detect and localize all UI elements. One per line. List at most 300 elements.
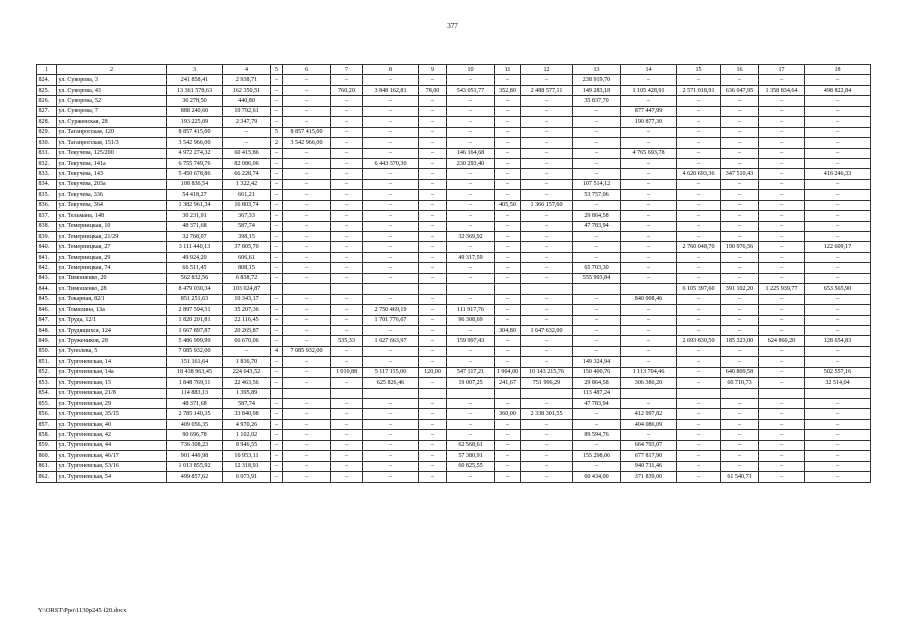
value-cell: – (805, 399, 871, 409)
value-cell: 6 443 370,30 (363, 158, 419, 168)
value-cell: – (677, 440, 721, 450)
value-cell: – (331, 472, 363, 482)
value-cell: – (447, 190, 495, 200)
value-cell: – (363, 409, 419, 419)
value-cell: – (805, 138, 871, 148)
value-cell: 888 240,60 (167, 106, 223, 116)
value-cell: – (271, 148, 283, 158)
value-cell: – (521, 75, 573, 85)
value-cell: – (759, 242, 805, 252)
value-cell: – (677, 179, 721, 189)
table-row (37, 242, 871, 252)
value-cell: – (283, 221, 331, 231)
value-cell (805, 388, 871, 398)
value-cell: – (363, 294, 419, 304)
address-cell: ул. Тургеневская, 14 (57, 357, 167, 367)
row-number-cell: 862. (37, 472, 57, 482)
value-cell: 35 207,36 (223, 305, 271, 315)
value-cell: – (759, 232, 805, 242)
value-cell: – (419, 148, 447, 158)
table-row (37, 388, 871, 398)
value-cell: – (805, 409, 871, 419)
value-cell: 128 654,83 (805, 336, 871, 346)
value-cell: – (759, 461, 805, 471)
value-cell: – (419, 117, 447, 127)
value-cell: – (271, 472, 283, 482)
value-cell: – (363, 419, 419, 429)
value-cell: 241 858,41 (167, 75, 223, 85)
value-cell: – (573, 294, 621, 304)
value-cell: – (573, 315, 621, 325)
value-cell: – (447, 96, 495, 106)
value-cell: – (521, 127, 573, 137)
value-cell: – (271, 117, 283, 127)
value-cell: – (331, 273, 363, 283)
value-cell: – (677, 106, 721, 116)
value-cell: 636 047,95 (721, 85, 759, 95)
value-cell: – (331, 451, 363, 461)
value-cell: 10 343,17 (223, 294, 271, 304)
table-row (37, 461, 871, 471)
value-cell: – (677, 472, 721, 482)
value-cell: – (805, 357, 871, 367)
table-row (37, 399, 871, 409)
value-cell: – (759, 106, 805, 116)
address-cell: ул. Тургеневская, 53/16 (57, 461, 167, 471)
value-cell: – (283, 336, 331, 346)
column-header: 3 (167, 65, 223, 75)
value-cell: 78,00 (419, 85, 447, 95)
value-cell: – (621, 336, 677, 346)
value-cell: 13 361 578,63 (167, 85, 223, 95)
value-cell: – (621, 190, 677, 200)
value-cell: 1 013 855,92 (167, 461, 223, 471)
value-cell: 5 486 999,99 (167, 336, 223, 346)
value-cell: – (805, 430, 871, 440)
value-cell: 6 838,72 (223, 273, 271, 283)
value-cell: – (759, 200, 805, 210)
row-number-cell: 846. (37, 305, 57, 315)
value-cell: – (621, 221, 677, 231)
value-cell: 1 113 704,46 (621, 367, 677, 377)
value-cell (521, 284, 573, 294)
value-cell: 32 514,04 (805, 378, 871, 388)
value-cell: 65 703,30 (573, 263, 621, 273)
value-cell: 391 102,20 (721, 284, 759, 294)
value-cell: 851 251,63 (167, 294, 223, 304)
value-cell: – (363, 75, 419, 85)
value-cell: – (283, 242, 331, 252)
value-cell: – (621, 305, 677, 315)
value-cell: – (677, 357, 721, 367)
value-cell: – (621, 179, 677, 189)
value-cell: 53 757,06 (573, 190, 621, 200)
value-cell: – (805, 252, 871, 262)
value-cell: – (621, 242, 677, 252)
value-cell: 498 822,84 (805, 85, 871, 95)
value-cell: – (495, 346, 521, 356)
row-number-cell: 838. (37, 221, 57, 231)
value-cell (495, 388, 521, 398)
value-cell: – (677, 294, 721, 304)
table-row (37, 440, 871, 450)
address-cell: ул. Токарная, 82/1 (57, 294, 167, 304)
value-cell: – (331, 232, 363, 242)
value-cell: – (447, 221, 495, 231)
table-row (37, 263, 871, 273)
value-cell: 2 347,79 (223, 117, 271, 127)
value-cell: 151 161,64 (167, 357, 223, 367)
value-cell: 555 993,84 (573, 273, 621, 283)
value-cell: – (621, 232, 677, 242)
value-cell: – (271, 336, 283, 346)
value-cell: – (271, 200, 283, 210)
value-cell: – (331, 315, 363, 325)
value-cell: – (363, 273, 419, 283)
value-cell: – (521, 179, 573, 189)
value-cell: 190 877,30 (621, 117, 677, 127)
value-cell: – (805, 232, 871, 242)
value-cell: – (805, 148, 871, 158)
value-cell (331, 284, 363, 294)
value-cell: – (419, 336, 447, 346)
row-number-cell: 839. (37, 232, 57, 242)
value-cell: – (447, 200, 495, 210)
value-cell: – (721, 461, 759, 471)
value-cell: – (521, 305, 573, 315)
value-cell: – (677, 158, 721, 168)
value-cell: – (721, 315, 759, 325)
value-cell: 10 143 215,76 (521, 367, 573, 377)
value-cell: – (573, 325, 621, 335)
value-cell: – (495, 106, 521, 116)
value-cell: 48 371,68 (167, 399, 223, 409)
value-cell: – (721, 190, 759, 200)
value-cell: – (521, 451, 573, 461)
value-cell (495, 284, 521, 294)
value-cell: – (621, 200, 677, 210)
value-cell: – (419, 221, 447, 231)
value-cell: – (271, 430, 283, 440)
value-cell: – (419, 294, 447, 304)
value-cell: 2 897 594,31 (167, 305, 223, 315)
value-cell: 1 382 961,34 (167, 200, 223, 210)
value-cell: – (331, 430, 363, 440)
value-cell: – (721, 200, 759, 210)
value-cell: – (759, 346, 805, 356)
value-cell: 61 540,71 (721, 472, 759, 482)
value-cell: – (677, 263, 721, 273)
value-cell: – (419, 179, 447, 189)
value-cell: – (759, 252, 805, 262)
table-row (37, 294, 871, 304)
value-cell: – (677, 211, 721, 221)
value-cell: – (495, 242, 521, 252)
value-cell: – (283, 409, 331, 419)
value-cell: – (759, 179, 805, 189)
value-cell: – (495, 399, 521, 409)
value-cell: – (721, 440, 759, 450)
value-cell: 190 976,56 (721, 242, 759, 252)
value-cell: 412 997,82 (621, 409, 677, 419)
value-cell: – (447, 419, 495, 429)
value-cell: – (805, 273, 871, 283)
table-row (37, 367, 871, 377)
value-cell: 1 102,02 (223, 430, 271, 440)
value-cell: – (271, 75, 283, 85)
value-cell (677, 388, 721, 398)
value-cell: – (271, 325, 283, 335)
address-cell: ул. Тургеневская, 44 (57, 440, 167, 450)
row-number-cell: 855. (37, 399, 57, 409)
value-cell: – (521, 472, 573, 482)
value-cell: 661,21 (223, 190, 271, 200)
value-cell (363, 388, 419, 398)
value-cell: – (759, 273, 805, 283)
value-cell: – (759, 117, 805, 127)
value-cell: 499 857,62 (167, 472, 223, 482)
value-cell: – (521, 106, 573, 116)
value-cell: – (363, 138, 419, 148)
table-row (37, 305, 871, 315)
value-cell: – (283, 305, 331, 315)
column-header: 7 (331, 65, 363, 75)
value-cell: – (271, 367, 283, 377)
value-cell: 60 825,55 (447, 461, 495, 471)
value-cell: – (759, 138, 805, 148)
value-cell: – (447, 472, 495, 482)
value-cell: – (721, 179, 759, 189)
value-cell: – (621, 346, 677, 356)
value-cell: – (805, 294, 871, 304)
value-cell: – (447, 179, 495, 189)
row-number-cell: 848. (37, 325, 57, 335)
value-cell: 5 (271, 127, 283, 137)
value-cell: – (805, 75, 871, 85)
value-cell: – (331, 242, 363, 252)
row-number-cell: 831. (37, 148, 57, 158)
value-cell: 47 783,94 (573, 399, 621, 409)
value-cell: – (283, 117, 331, 127)
value-cell: – (495, 96, 521, 106)
value-cell: 347 510,43 (721, 169, 759, 179)
value-cell: – (331, 294, 363, 304)
table-row (37, 127, 871, 137)
value-cell: – (805, 315, 871, 325)
row-number-cell: 828. (37, 117, 57, 127)
value-cell: – (271, 85, 283, 95)
value-cell: – (759, 440, 805, 450)
table-row (37, 336, 871, 346)
address-cell: ул. Труда, 12/1 (57, 315, 167, 325)
value-cell: – (331, 148, 363, 158)
value-cell: – (363, 148, 419, 158)
value-cell: – (495, 211, 521, 221)
value-cell: – (447, 127, 495, 137)
row-number-cell: 829. (37, 127, 57, 137)
column-header: 13 (573, 65, 621, 75)
address-cell: ул. Тургеневская, 40 (57, 419, 167, 429)
value-cell: 32 369,92 (447, 232, 495, 242)
value-cell: – (283, 179, 331, 189)
column-header: 16 (721, 65, 759, 75)
table-header-row (37, 65, 871, 75)
value-cell: – (759, 315, 805, 325)
value-cell: – (805, 200, 871, 210)
value-cell: – (283, 315, 331, 325)
value-cell: – (331, 399, 363, 409)
row-number-cell: 859. (37, 440, 57, 450)
value-cell: – (621, 325, 677, 335)
value-cell: 3 542 966,00 (167, 138, 223, 148)
value-cell: – (677, 399, 721, 409)
table-row (37, 169, 871, 179)
value-cell: – (447, 430, 495, 440)
value-cell: – (419, 138, 447, 148)
value-cell: – (271, 232, 283, 242)
table-row (37, 211, 871, 221)
value-cell: 32 768,07 (167, 232, 223, 242)
value-cell: – (621, 138, 677, 148)
row-number-cell: 833. (37, 169, 57, 179)
value-cell: – (621, 273, 677, 283)
value-cell: 371 839,00 (621, 472, 677, 482)
value-cell: – (419, 252, 447, 262)
value-cell: – (677, 232, 721, 242)
table-row (37, 85, 871, 95)
value-cell: – (677, 96, 721, 106)
table-row (37, 378, 871, 388)
value-cell: 18 438 963,45 (167, 367, 223, 377)
value-cell: 587,74 (223, 221, 271, 231)
value-cell: – (419, 399, 447, 409)
value-cell: – (521, 346, 573, 356)
value-cell: 35 837,70 (573, 96, 621, 106)
address-cell: ул. Тургеневская, 15 (57, 378, 167, 388)
row-number-cell: 857. (37, 419, 57, 429)
value-cell: – (495, 451, 521, 461)
value-cell: 562 832,56 (167, 273, 223, 283)
value-cell: – (447, 138, 495, 148)
value-cell: 502 557,16 (805, 367, 871, 377)
value-cell: – (677, 430, 721, 440)
value-cell: 6 105 397,60 (677, 284, 721, 294)
value-cell: 2 (271, 138, 283, 148)
value-cell: 89 594,76 (573, 430, 621, 440)
value-cell: – (721, 158, 759, 168)
value-cell: 409 056,35 (167, 419, 223, 429)
value-cell: 19 007,25 (447, 378, 495, 388)
value-cell: – (283, 106, 331, 116)
value-cell (271, 284, 283, 294)
address-cell: ул. Текучева, 125/200 (57, 148, 167, 158)
value-cell: – (721, 357, 759, 367)
value-cell: – (521, 315, 573, 325)
value-cell: – (447, 106, 495, 116)
value-cell: – (573, 127, 621, 137)
value-cell: – (759, 472, 805, 482)
value-cell: – (621, 357, 677, 367)
value-cell: – (271, 242, 283, 252)
value-cell: – (521, 117, 573, 127)
value-cell: 149 283,18 (573, 85, 621, 95)
value-cell: 149 324,94 (573, 357, 621, 367)
address-cell: ул. Текучева, 143 (57, 169, 167, 179)
value-cell: 66 228,74 (223, 169, 271, 179)
value-cell: – (677, 252, 721, 262)
value-cell: 640 809,58 (721, 367, 759, 377)
value-cell: – (331, 461, 363, 471)
value-cell: – (495, 294, 521, 304)
value-cell: – (447, 399, 495, 409)
value-cell: 367,33 (223, 211, 271, 221)
value-cell: – (283, 148, 331, 158)
value-cell: – (621, 75, 677, 85)
value-cell: – (759, 221, 805, 231)
value-cell: – (283, 367, 331, 377)
value-cell: 2 750 469,19 (363, 305, 419, 315)
value-cell: 1 904,00 (495, 367, 521, 377)
value-cell: 3 542 966,00 (283, 138, 331, 148)
value-cell: 404 086,09 (621, 419, 677, 429)
value-cell: 1 225 939,77 (759, 284, 805, 294)
value-cell: – (495, 336, 521, 346)
value-cell: – (271, 440, 283, 450)
value-cell: – (521, 294, 573, 304)
value-cell: 2 488 577,11 (521, 85, 573, 95)
value-cell: – (759, 409, 805, 419)
value-cell: 1 010,88 (331, 367, 363, 377)
row-number-cell: 836. (37, 200, 57, 210)
value-cell: 2 693 830,50 (677, 336, 721, 346)
value-cell: – (419, 242, 447, 252)
value-cell: 8 857 415,00 (167, 127, 223, 137)
value-cell: 48 371,68 (167, 221, 223, 231)
value-cell: – (419, 232, 447, 242)
table-row (37, 430, 871, 440)
value-cell: – (271, 158, 283, 168)
value-cell: – (573, 305, 621, 315)
value-cell: – (621, 430, 677, 440)
value-cell: – (447, 409, 495, 419)
value-cell: – (283, 169, 331, 179)
value-cell: – (363, 357, 419, 367)
value-cell: 57 380,91 (447, 451, 495, 461)
value-cell: – (283, 85, 331, 95)
address-cell: ул. Тургеневская, 35/15 (57, 409, 167, 419)
value-cell: 224 043,52 (223, 367, 271, 377)
value-cell: – (419, 461, 447, 471)
row-number-cell: 837. (37, 211, 57, 221)
row-number-cell: 861. (37, 461, 57, 471)
value-cell: – (805, 211, 871, 221)
value-cell: – (621, 169, 677, 179)
address-cell: ул. Темерницкая, 74 (57, 263, 167, 273)
value-cell: – (721, 294, 759, 304)
column-header: 14 (621, 65, 677, 75)
value-cell: – (495, 461, 521, 471)
value-cell: – (805, 190, 871, 200)
value-cell: – (363, 169, 419, 179)
value-cell: 22 116,45 (223, 315, 271, 325)
value-cell: 90 696,78 (167, 430, 223, 440)
value-cell: 49 317,59 (447, 252, 495, 262)
table-row (37, 96, 871, 106)
value-cell: – (363, 252, 419, 262)
value-cell: – (363, 399, 419, 409)
value-cell: – (677, 200, 721, 210)
value-cell: 185 323,00 (721, 336, 759, 346)
